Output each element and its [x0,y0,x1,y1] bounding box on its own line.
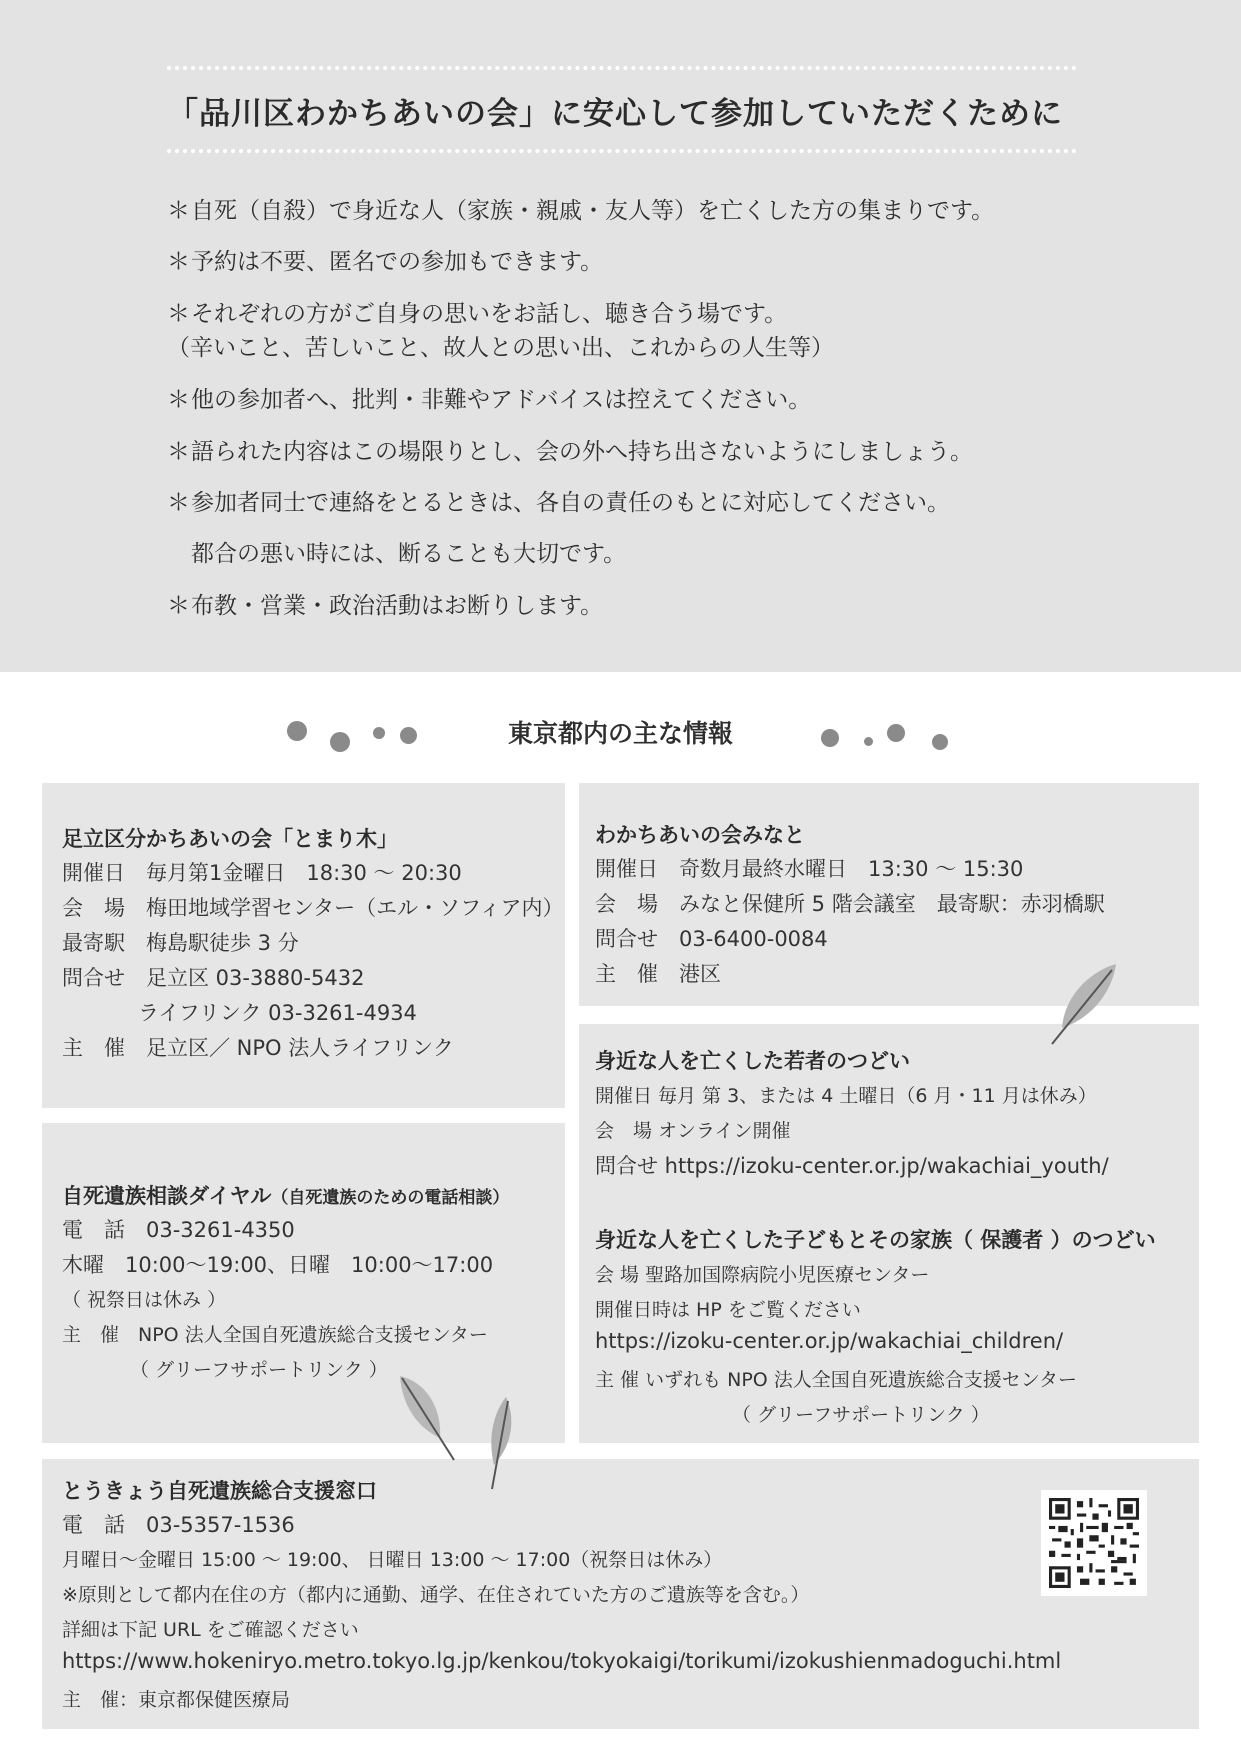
children-date-note: 開催日時は HP をご覧ください [595,1299,861,1321]
adachi-venue: 会 場 梅田地域学習センター（エル・ソフィア内） [62,896,564,920]
dial-hours: 木曜 10:00～19:00、日曜 10:00～17:00 [62,1253,494,1277]
children-organizer-sub: （ グリーフサポートリンク ） [732,1404,990,1426]
qr-code-icon[interactable] [1041,1490,1147,1596]
leaf-icon [1050,960,1120,1045]
youth-children-info-box [579,1024,1199,1443]
minato-contact: 問合せ 03-6400-0084 [595,927,828,951]
guideline-item-note: （辛いこと、苦しいこと、故人との思い出、これからの人生等） [167,335,834,361]
guideline-item: ＊参加者同士で連絡をとるときは、各自の責任のもとに対応してください。 [167,490,950,516]
minato-date: 開催日 奇数月最終水曜日 13:30 ～ 15:30 [595,857,1024,881]
dial-organizer-sub: （ グリーフサポートリンク ） [130,1359,388,1381]
children-organizer: 主 催 いずれも NPO 法人全国自死遺族総合支援センター [595,1369,1078,1391]
dial-title: 自死遺族相談ダイヤル（自死遺族のための電話相談） [62,1184,510,1208]
guideline-item: ＊それぞれの方がご自身の思いをお話し、聴き合う場です。 [167,301,788,327]
leaf-icon [396,1372,456,1462]
children-title: 身近な人を亡くした子どもとその家族（ 保護者 ）のつどい [595,1228,1156,1252]
dotted-divider-bottom [167,149,1077,153]
guideline-item: ＊布教・営業・政治活動はお断りします。 [167,593,604,619]
minato-organizer: 主 催 港区 [595,962,721,986]
tokyo-info-box [42,1459,1199,1729]
dotted-divider-top [167,66,1077,70]
guideline-item: ＊自死（自殺）で身近な人（家族・親戚・友人等）を亡くした方の集まりです。 [167,198,995,224]
tokyo-phone: 電 話 03-5357-1536 [62,1513,295,1537]
guideline-item: ＊語られた内容はこの場限りとし、会の外へ持ち出さないようにしましょう。 [167,439,973,465]
guidelines-title: 「品川区わかちあいの会」に安心して参加していただくために [167,96,1063,132]
adachi-station: 最寄駅 梅島駅徒歩 3 分 [62,931,299,955]
youth-date: 開催日 毎月 第 3、または 4 土曜日（6 月・11 月は休み） [595,1085,1097,1107]
minato-venue: 会 場 みなと保健所 5 階会議室 最寄駅：赤羽橋駅 [595,892,1105,916]
adachi-contact: 問合せ 足立区 03-3880-5432 [62,966,365,990]
children-url[interactable]: https://izoku-center.or.jp/wakachiai_children/ [595,1329,1064,1353]
dial-phone: 電 話 03-3261-4350 [62,1218,295,1242]
adachi-contact-lifelink: ライフリンク 03-3261-4934 [138,1001,417,1025]
decorative-dot-icon [821,729,839,747]
tokyo-url[interactable]: https://www.hokeniryo.metro.tokyo.lg.jp/kenkou/tokyokaigi/torikumi/izokushienmadoguchi.html [62,1649,1062,1673]
guidelines-section [0,0,1241,672]
children-venue: 会 場 聖路加国際病院小児医療センター [595,1264,930,1286]
tokyo-hours: 月曜日～金曜日 15:00 ～ 19:00、 日曜日 13:00 ～ 17:00（祝祭日は休み） [62,1549,723,1571]
adachi-date: 開催日 毎月第1金曜日 18:30 ～ 20:30 [62,861,462,885]
tokyo-url-note: 詳細は下記 URL をご確認ください [62,1619,359,1641]
youth-title: 身近な人を亡くした若者のつどい [595,1049,910,1073]
adachi-info-box [42,783,565,1108]
minato-title: わかちあいの会みなと [595,823,805,847]
tokyo-eligibility-note: ※原則として都内在住の方（都内に通勤、通学、在住されていた方のご遺族等を含む。） [62,1584,810,1606]
dial-organizer: 主 催 NPO 法人全国自死遺族総合支援センター [62,1324,488,1346]
adachi-title: 足立区分かちあいの会「とまり木」 [62,827,398,851]
decorative-dot-icon [887,724,905,742]
guideline-item: ＊予約は不要、匿名での参加もできます。 [167,249,604,275]
youth-venue: 会 場 オンライン開催 [595,1120,791,1142]
dial-holiday-note: （ 祝祭日は休み ） [62,1289,227,1311]
guideline-item-continuation: 都合の悪い時には、断ることも大切です。 [191,541,627,567]
adachi-organizer: 主 催 足立区／ NPO 法人ライフリンク [62,1036,454,1060]
guideline-item: ＊他の参加者へ、批判・非難やアドバイスは控えてください。 [167,387,812,413]
info-heading: 東京都内の主な情報 [507,719,733,748]
youth-contact-url[interactable]: 問合せ https://izoku-center.or.jp/wakachiai_youth/ [595,1154,1109,1178]
decorative-dot-icon [864,737,873,746]
tokyo-title: とうきょう自死遺族総合支援窓口 [62,1479,377,1503]
tokyo-organizer: 主 催：東京都保健医療局 [62,1689,291,1711]
decorative-dot-icon [932,734,948,750]
leaf-icon [480,1395,520,1490]
